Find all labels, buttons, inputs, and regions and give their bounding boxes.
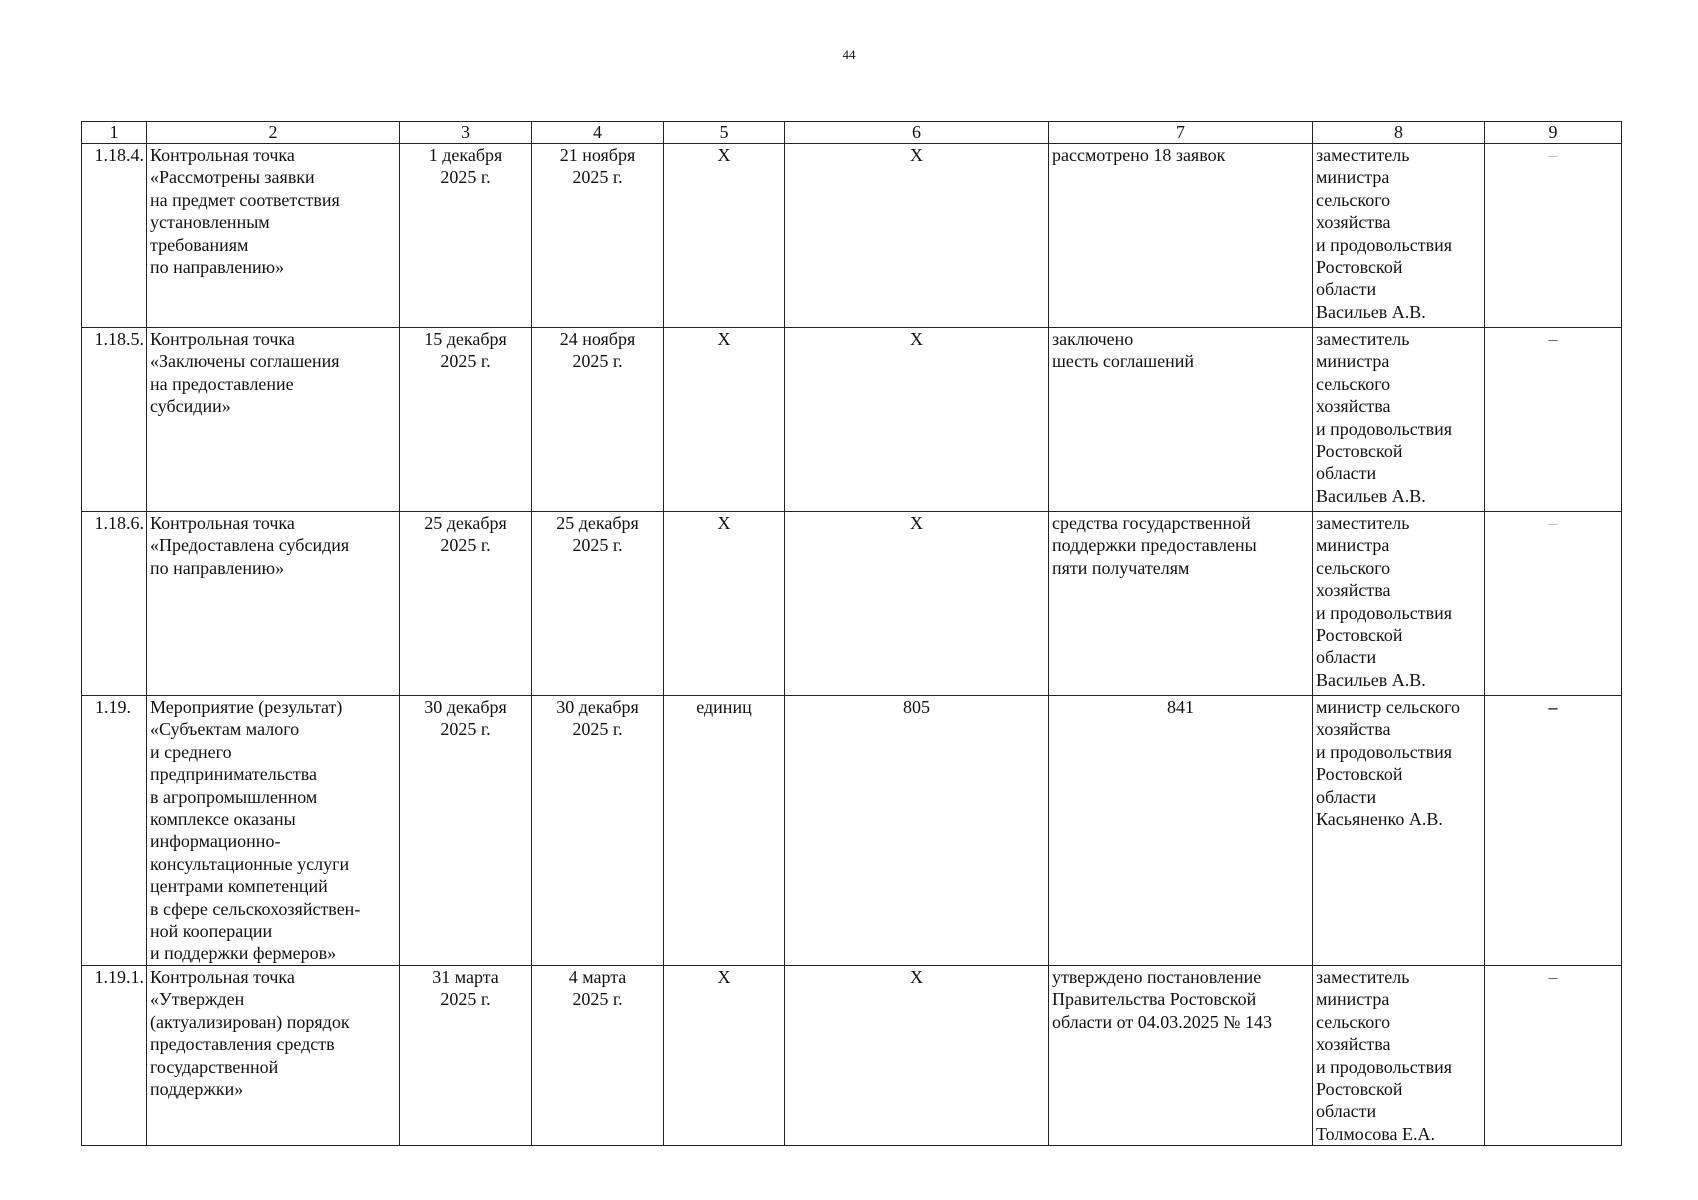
responsible-cell: [1313, 144, 1485, 328]
row-name-line: требованиям: [150, 234, 249, 255]
table-row: [82, 144, 1622, 328]
row-name-line: «Заключены соглашения: [150, 351, 340, 372]
header-col-8: 8: [1313, 122, 1485, 144]
header-col-6: 6: [785, 122, 1049, 144]
note-dash: –: [1548, 513, 1558, 533]
row-name-line: в агропромышленном: [150, 786, 318, 807]
row-name-cell: [147, 696, 400, 966]
row-name-line: (актуализирован) порядок: [150, 1011, 350, 1032]
row-name-line: предоставления средств: [150, 1034, 335, 1055]
responsible-line: сельского: [1316, 189, 1391, 210]
row-name-line: предпринимательства: [150, 764, 318, 785]
row-name-line: поддержки»: [150, 1078, 244, 1099]
plan-date-cell: [400, 144, 532, 328]
unit-value: X: [717, 329, 731, 349]
fact-date-cell: [532, 965, 664, 1145]
table-body: [82, 144, 1622, 1146]
responsible-line: заместитель: [1316, 513, 1410, 533]
row-name-cell: [147, 965, 400, 1145]
row-name-line: в сфере сельскохозяйствен-: [150, 898, 361, 919]
note-cell: [1485, 512, 1622, 696]
row-name-line: и среднего: [150, 741, 232, 762]
row-name-line: информационно-: [150, 831, 281, 852]
row-name-line: «Предоставлена субсидия: [150, 535, 350, 556]
row-name-line: на предмет соответствия: [150, 189, 340, 210]
plan-date-line: 31 марта: [432, 966, 499, 987]
row-name-line: ной кооперации: [150, 921, 273, 942]
note-cell: [1485, 144, 1622, 328]
fact-date-line: 2025 г.: [572, 989, 623, 1010]
row-name-line: Мероприятие (результат): [150, 697, 343, 717]
row-number-cell: [82, 144, 147, 328]
responsible-line: и продовольствия: [1316, 602, 1453, 623]
table-row: [82, 512, 1622, 696]
note-cell: [1485, 696, 1622, 966]
responsible-line: хозяйства: [1316, 212, 1391, 233]
fact-value-line: поддержки предоставлены: [1052, 535, 1257, 556]
plan-date-line: 2025 г.: [440, 989, 491, 1010]
unit-value: X: [717, 145, 731, 165]
unit-cell: [664, 328, 785, 512]
fact-value-cell: [1049, 965, 1313, 1145]
table-row: [82, 965, 1622, 1145]
note-dash: –: [1548, 145, 1558, 165]
row-number-cell: [82, 965, 147, 1145]
row-number: 1.19.1.: [94, 966, 144, 987]
responsible-line: Ростовской: [1316, 441, 1403, 462]
fact-date-line: 4 марта: [568, 966, 627, 987]
responsible-line: Васильев А.В.: [1316, 301, 1426, 322]
plan-value: 805: [903, 697, 930, 717]
row-name-line: «Рассмотрены заявки: [150, 167, 315, 188]
responsible-line: хозяйства: [1316, 396, 1391, 417]
row-name-line: «Утвержден: [150, 989, 245, 1010]
fact-date-cell: [532, 696, 664, 966]
fact-value-line: области от 04.03.2025 № 143: [1052, 1011, 1272, 1032]
note-dash: –: [1548, 966, 1558, 987]
fact-date-cell: [532, 512, 664, 696]
responsible-line: сельского: [1316, 557, 1391, 578]
row-number-cell: [82, 696, 147, 966]
plan-value-cell: [785, 512, 1049, 696]
fact-date-line: 2025 г.: [572, 535, 623, 556]
row-name-line: Контрольная точка: [150, 329, 295, 349]
fact-value-cell: [1049, 328, 1313, 512]
fact-value-line: рассмотрено 18 заявок: [1052, 145, 1226, 165]
row-name-line: установленным: [150, 212, 270, 233]
responsible-line: и продовольствия: [1316, 234, 1453, 255]
plan-date-line: 1 декабря: [428, 145, 503, 165]
responsible-line: области: [1316, 279, 1377, 300]
row-number-cell: [82, 328, 147, 512]
responsible-line: министра: [1316, 167, 1390, 188]
row-name-cell: [147, 144, 400, 328]
header-col-7: 7: [1049, 122, 1313, 144]
row-number: 1.19.: [95, 697, 131, 717]
unit-cell: [664, 696, 785, 966]
page-number: 44: [842, 47, 856, 62]
fact-date-line: 24 ноября: [559, 329, 636, 349]
header-col-2: 2: [147, 122, 400, 144]
unit-cell: [664, 144, 785, 328]
responsible-line: заместитель: [1316, 329, 1410, 349]
responsible-line: Ростовской: [1316, 1078, 1403, 1099]
responsible-cell: [1313, 965, 1485, 1145]
fact-value-line: средства государственной: [1052, 513, 1251, 533]
note-cell: [1485, 328, 1622, 512]
responsible-line: Касьяненко А.В.: [1316, 809, 1443, 830]
note-dash: –: [1548, 697, 1558, 717]
unit-value: X: [717, 966, 731, 987]
fact-value-cell: [1049, 144, 1313, 328]
fact-date-line: 2025 г.: [572, 167, 623, 188]
row-number: 1.18.4.: [94, 145, 144, 165]
header-col-9: 9: [1485, 122, 1622, 144]
fact-date-cell: [532, 144, 664, 328]
row-number: 1.18.6.: [94, 513, 144, 533]
note-cell: [1485, 965, 1622, 1145]
plan-date-line: 30 декабря: [424, 697, 507, 717]
plan-date-cell: [400, 328, 532, 512]
plan-date-line: 2025 г.: [440, 535, 491, 556]
plan-value: X: [910, 966, 923, 987]
fact-value-line: пяти получателям: [1052, 557, 1190, 578]
responsible-line: министр сельского: [1316, 697, 1461, 717]
row-name-line: Контрольная точка: [150, 966, 295, 987]
responsible-line: министра: [1316, 989, 1390, 1010]
row-number-cell: [82, 512, 147, 696]
unit-cell: [664, 965, 785, 1145]
fact-date-line: 2025 г.: [572, 719, 623, 740]
fact-value-line: 841: [1167, 697, 1194, 717]
responsible-line: Ростовской: [1316, 625, 1403, 646]
fact-date-line: 30 декабря: [556, 697, 639, 717]
row-name-line: по направлению»: [150, 257, 285, 278]
plan-date-line: 25 декабря: [424, 513, 507, 533]
responsible-line: области: [1316, 463, 1377, 484]
responsible-cell: [1313, 328, 1485, 512]
plan-date-cell: [400, 512, 532, 696]
header-col-3: 3: [400, 122, 532, 144]
fact-date-line: 21 ноября: [559, 145, 636, 165]
responsible-line: Васильев А.В.: [1316, 669, 1426, 690]
fact-value-line: заключено: [1052, 329, 1134, 349]
fact-date-cell: [532, 328, 664, 512]
plan-value-cell: [785, 144, 1049, 328]
row-name-line: на предоставление: [150, 373, 294, 394]
fact-value-line: Правительства Ростовской: [1052, 989, 1257, 1010]
responsible-line: Толмосова Е.А.: [1316, 1123, 1435, 1144]
row-name-line: субсидии»: [150, 396, 231, 417]
row-name-line: по направлению»: [150, 557, 285, 578]
fact-value-cell: [1049, 512, 1313, 696]
plan-value-cell: [785, 965, 1049, 1145]
plan-date-cell: [400, 965, 532, 1145]
row-name-line: консультационные услуги: [150, 853, 350, 874]
responsible-line: области: [1316, 1101, 1377, 1122]
plan-date-line: 2025 г.: [440, 167, 491, 188]
responsible-line: области: [1316, 647, 1377, 668]
header-row: [82, 122, 1622, 144]
row-name-line: центрами компетенций: [150, 876, 328, 897]
responsible-line: и продовольствия: [1316, 1056, 1453, 1077]
row-name-line: Контрольная точка: [150, 513, 295, 533]
header-col-1: 1: [82, 122, 147, 144]
row-number: 1.18.5.: [94, 329, 144, 349]
responsible-line: Ростовской: [1316, 764, 1403, 785]
note-dash: –: [1548, 329, 1558, 349]
fact-date-line: 2025 г.: [572, 351, 623, 372]
plan-date-line: 15 декабря: [424, 329, 507, 349]
responsible-cell: [1313, 512, 1485, 696]
row-name-line: государственной: [150, 1056, 279, 1077]
header-col-4: 4: [532, 122, 664, 144]
unit-value: X: [717, 513, 731, 533]
fact-date-line: 25 декабря: [556, 513, 639, 533]
responsible-line: заместитель: [1316, 145, 1410, 165]
responsible-line: и продовольствия: [1316, 741, 1453, 762]
responsible-line: министра: [1316, 351, 1390, 372]
plan-value-cell: [785, 328, 1049, 512]
row-name-line: «Субъектам малого: [150, 719, 300, 740]
row-name-cell: [147, 328, 400, 512]
unit-cell: [664, 512, 785, 696]
responsible-line: заместитель: [1316, 966, 1410, 987]
fact-value-line: утверждено постановление: [1052, 966, 1262, 987]
plan-date-cell: [400, 696, 532, 966]
report-table: [81, 121, 1622, 1146]
responsible-line: хозяйства: [1316, 580, 1391, 601]
responsible-line: хозяйства: [1316, 719, 1391, 740]
plan-value: X: [910, 513, 923, 533]
plan-date-line: 2025 г.: [440, 719, 491, 740]
responsible-cell: [1313, 696, 1485, 966]
row-name-line: Контрольная точка: [150, 145, 295, 165]
responsible-line: Васильев А.В.: [1316, 485, 1426, 506]
row-name-line: и поддержки фермеров»: [150, 943, 337, 964]
responsible-line: сельского: [1316, 373, 1391, 394]
responsible-line: министра: [1316, 535, 1390, 556]
responsible-line: и продовольствия: [1316, 418, 1453, 439]
header-col-5: 5: [664, 122, 785, 144]
table-row: [82, 696, 1622, 966]
unit-value: единиц: [696, 697, 752, 717]
table-row: [82, 328, 1622, 512]
fact-value-line: шесть соглашений: [1052, 351, 1195, 372]
row-name-line: комплексе оказаны: [150, 809, 296, 830]
responsible-line: хозяйства: [1316, 1034, 1391, 1055]
responsible-line: области: [1316, 786, 1377, 807]
responsible-line: Ростовской: [1316, 257, 1403, 278]
plan-value: X: [910, 145, 923, 165]
table-header: [82, 122, 1622, 144]
plan-value-cell: [785, 696, 1049, 966]
plan-value: X: [910, 329, 923, 349]
row-name-cell: [147, 512, 400, 696]
responsible-line: сельского: [1316, 1011, 1391, 1032]
plan-date-line: 2025 г.: [440, 351, 491, 372]
fact-value-cell: [1049, 696, 1313, 966]
